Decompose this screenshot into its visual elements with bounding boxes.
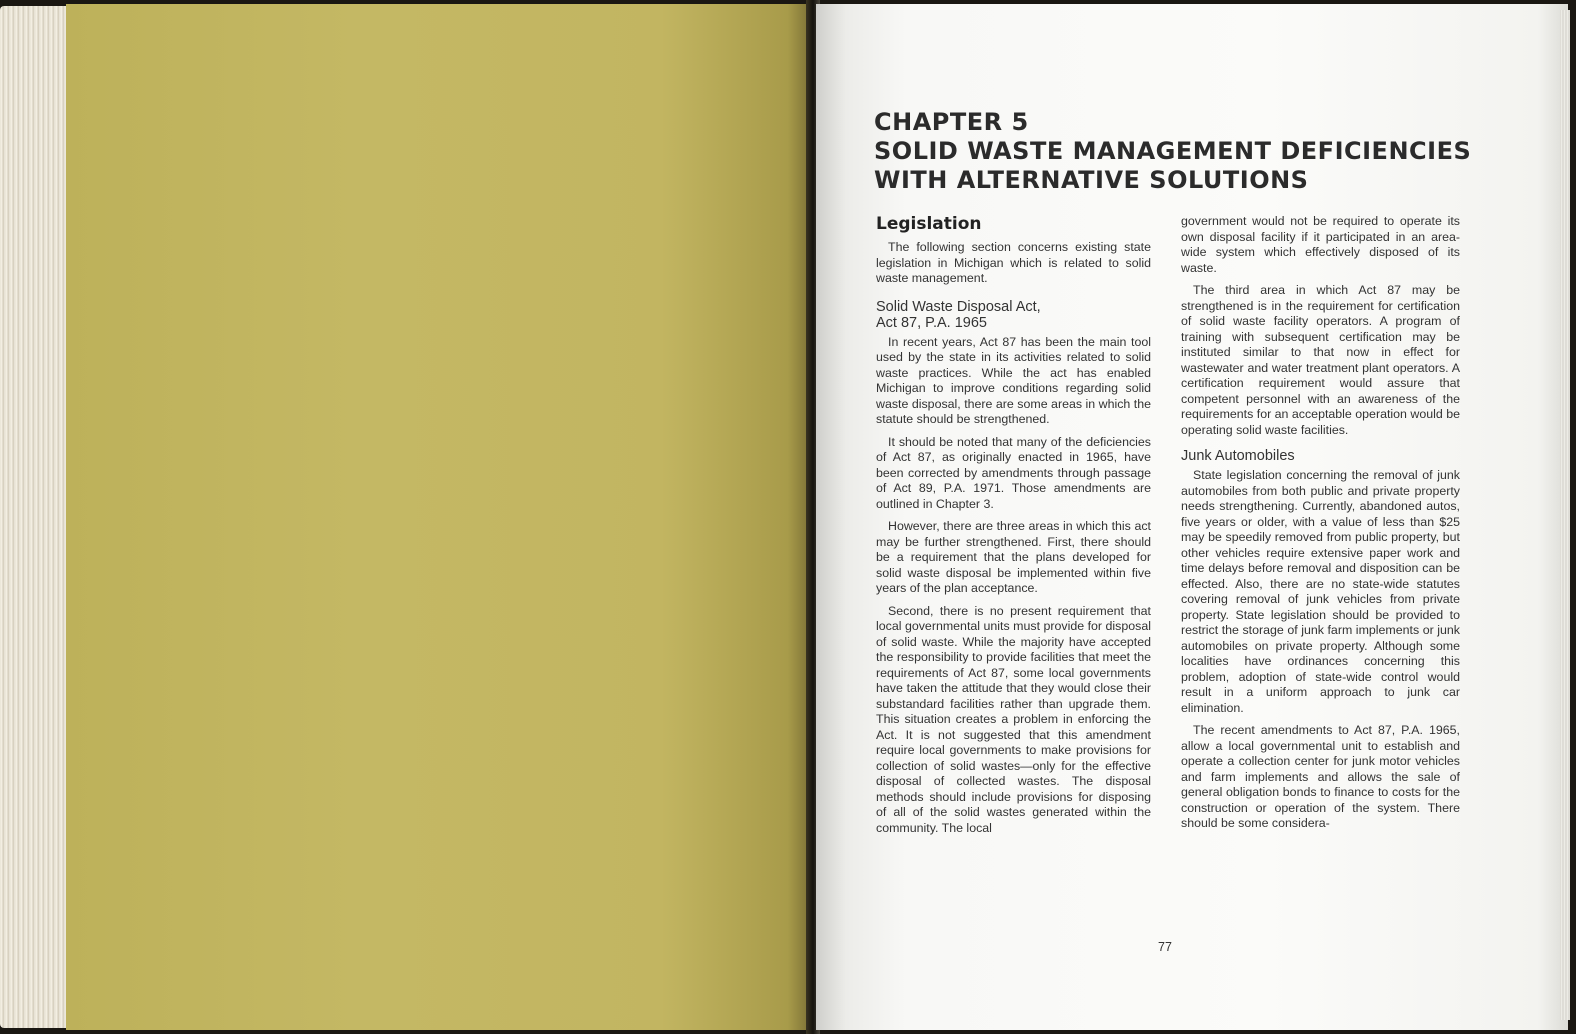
paragraph: It should be noted that many of the deficiencies of Act 87, as originally enacted in 1965, have been corrected by amendments through passage of Act 89, P.A. 1971. Those amendments are outlined in Chapter 3. <box>876 434 1151 511</box>
chapter-title <box>874 108 1514 195</box>
act-87-heading-line-1: Solid Waste Disposal Act, <box>876 298 1041 315</box>
act-87-heading <box>876 299 1151 331</box>
chapter-title-line-2: WITH ALTERNATIVE SOLUTIONS <box>874 166 1309 194</box>
chapter-title-line-1: SOLID WASTE MANAGEMENT DEFICIENCIES <box>874 137 1472 165</box>
chapter-number: CHAPTER 5 <box>874 108 1029 136</box>
junk-automobiles-heading: Junk Automobiles <box>1181 448 1295 464</box>
right-page-edges <box>1560 10 1570 1020</box>
legislation-heading: Legislation <box>876 214 982 234</box>
left-page-blank <box>66 4 810 1030</box>
paragraph: Second, there is no present requirement that local governmental units must provide for disposal of solid waste. While the majority have accepted the responsibility to provide facilities that meet the requirements of Act 87, some local governments have taken the attitude that they would close their substandard facilities rather than upgrade them. This situation creates a problem in enforcing the Act. It is not suggested that this amendment require local governments to make provisions for collection of solid wastes—only for the effective disposal of collected wastes. The disposal methods should include provisions for disposing of all of the solid wastes generated within the community. The local <box>876 603 1151 835</box>
paragraph: The third area in which Act 87 may be strengthened is in the requirement for certification of solid waste facility operators. A program of training with subsequent certification may be instituted similar to that now in effect for wastewater and water treatment plant operators. A certification requirement would assure that competent personnel with an awareness of the requirements for an acceptable operation would be operating solid waste facilities. <box>1181 283 1460 437</box>
left-text-column <box>876 212 1151 843</box>
page-edges <box>0 6 70 1028</box>
paragraph: In recent years, Act 87 has been the main tool used by the state in its activities related to solid waste practices. While the act has enabled Michigan to improve conditions regarding solid waste disposal, there are some areas in which the statute should be strengthened. <box>876 334 1151 426</box>
paragraph: The recent amendments to Act 87, P.A. 1965, allow a local governmental unit to establish and operate a collection center for junk motor vehicles and farm implements and allows the sale of general obligation bonds to finance to costs for the construction or operation of the system. There should be some considera- <box>1181 723 1460 830</box>
paragraph: State legislation concerning the removal of junk automobiles from both public and private property needs strengthening. Currently, abandoned autos, five years or older, with a value of less than $25 may be speedily removed from public property, but other vehicles require extensive paper work and time delays before removal and disposition can be effected. Also, there are no state-wide statutes covering removal of junk vehicles from private property. State legislation should be provided to restrict the storage of junk farm implements or junk automobiles on private property. Although some localities have ordinances concerning this problem, adoption of state-wide control would result in a uniform approach to junk car elimination. <box>1181 468 1460 715</box>
act-87-heading-line-2: Act 87, P.A. 1965 <box>876 314 987 331</box>
paragraph: government would not be required to operate its own disposal facility if it participated in an area-wide system which effectively disposed of its waste. <box>1181 214 1460 275</box>
paragraph: However, there are three areas in which this act may be further strengthened. First, there should be a requirement that the plans developed for solid waste disposal be implemented within five years of the plan acceptance. <box>876 519 1151 595</box>
paragraph: The following section concerns existing state legislation in Michigan which is related to solid waste management. <box>876 240 1151 285</box>
right-text-column <box>1181 214 1460 839</box>
page-number: 77 <box>1158 940 1172 954</box>
